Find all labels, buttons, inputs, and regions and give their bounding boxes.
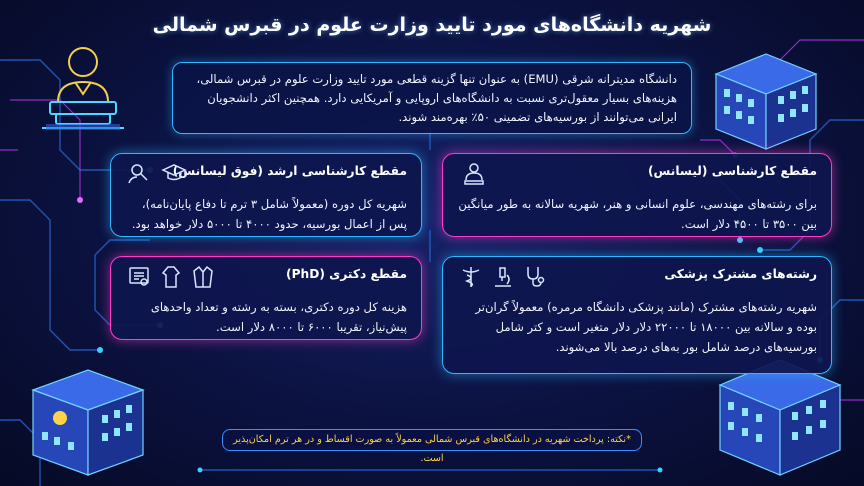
medical-card xyxy=(442,256,832,374)
student-reading-icon xyxy=(461,162,487,186)
microscope-icon xyxy=(491,265,515,289)
caduceus-icon xyxy=(459,265,483,289)
researcher-magnifier-icon xyxy=(127,162,153,184)
bachelor-card xyxy=(442,153,832,237)
certificate-icon xyxy=(127,265,151,289)
graduation-cap-icon xyxy=(161,162,187,184)
phd-heading: مقطع دکتری (PhD) xyxy=(286,267,407,281)
intro-text: دانشگاه مدیترانه شرقی (EMU) به عنوان تنها گزینه قطعی مورد تایید وزارت علوم در قبرس شمالی، هزینه‌های بسیار معقول‌تری نسبت به دانشگاه‌های اروپایی و آمریکایی دارد. همچنین اکثر دانشجویان ایرانی می‌توانند از بورسیه‌های تضمینی ۵۰٪ بهره‌مند شوند. xyxy=(196,72,677,124)
university-building-bottom-left xyxy=(18,360,168,480)
page-title: شهریه دانشگاه‌های مورد تایید وزارت علوم در قبرس شمالی xyxy=(152,14,712,36)
gown-icon xyxy=(159,265,183,289)
master-icons xyxy=(127,162,187,184)
footnote-text: *نکته: پرداخت شهریه در دانشگاه‌های قبرس شمالی معمولاً به صورت اقساط و در هر ترم امکان‌پذیر است. xyxy=(233,434,631,464)
bachelor-heading: مقطع کارشناسی (لیسانس) xyxy=(647,164,817,178)
footnote xyxy=(222,429,642,464)
intro-box xyxy=(172,62,692,134)
phd-icons xyxy=(127,265,215,289)
lab-coat-icon xyxy=(191,265,215,289)
master-card xyxy=(110,153,422,237)
phd-card xyxy=(110,256,422,340)
master-text: شهریه کل دوره (معمولاً شامل ۳ ترم تا دفاع پایان‌نامه)، پس از اعمال بورسیه، حدود ۴۰۰۰ تا ۵۰۰۰ دلار خواهد بود. xyxy=(131,197,407,231)
bachelor-text: برای رشته‌های مهندسی، علوم انسانی و هنر، شهریه سالانه به طور میانگین بین ۳۵۰۰ تا ۴۵۰۰ دلار است. xyxy=(458,197,817,231)
medical-heading: رشته‌های مشترک پزشکی xyxy=(664,267,817,281)
phd-text: هزینه کل دوره دکتری، بسته به رشته و تعداد واحدهای پیش‌نیاز، تقریبا ۶۰۰۰ تا ۸۰۰۰ دلار است. xyxy=(150,300,407,334)
medical-text: شهریه رشته‌های مشترک (مانند پزشکی دانشگاه مرمره) معمولاً گران‌تر بوده و سالانه بین ۱۸۰۰۰ تا ۲۲۰۰۰ دلار دلار متغیر است و کتر شامل بورسیه‌های درصد شامل بور به‌های درصد بالا می‌شوند. xyxy=(475,300,817,354)
medical-icons xyxy=(459,265,547,289)
graduate-at-desk-icon xyxy=(28,30,138,140)
stethoscope-icon xyxy=(523,265,547,289)
university-building-top-right xyxy=(696,34,846,154)
master-heading: مقطع کارشناسی ارشد (فوق لیسانس) xyxy=(172,164,407,178)
